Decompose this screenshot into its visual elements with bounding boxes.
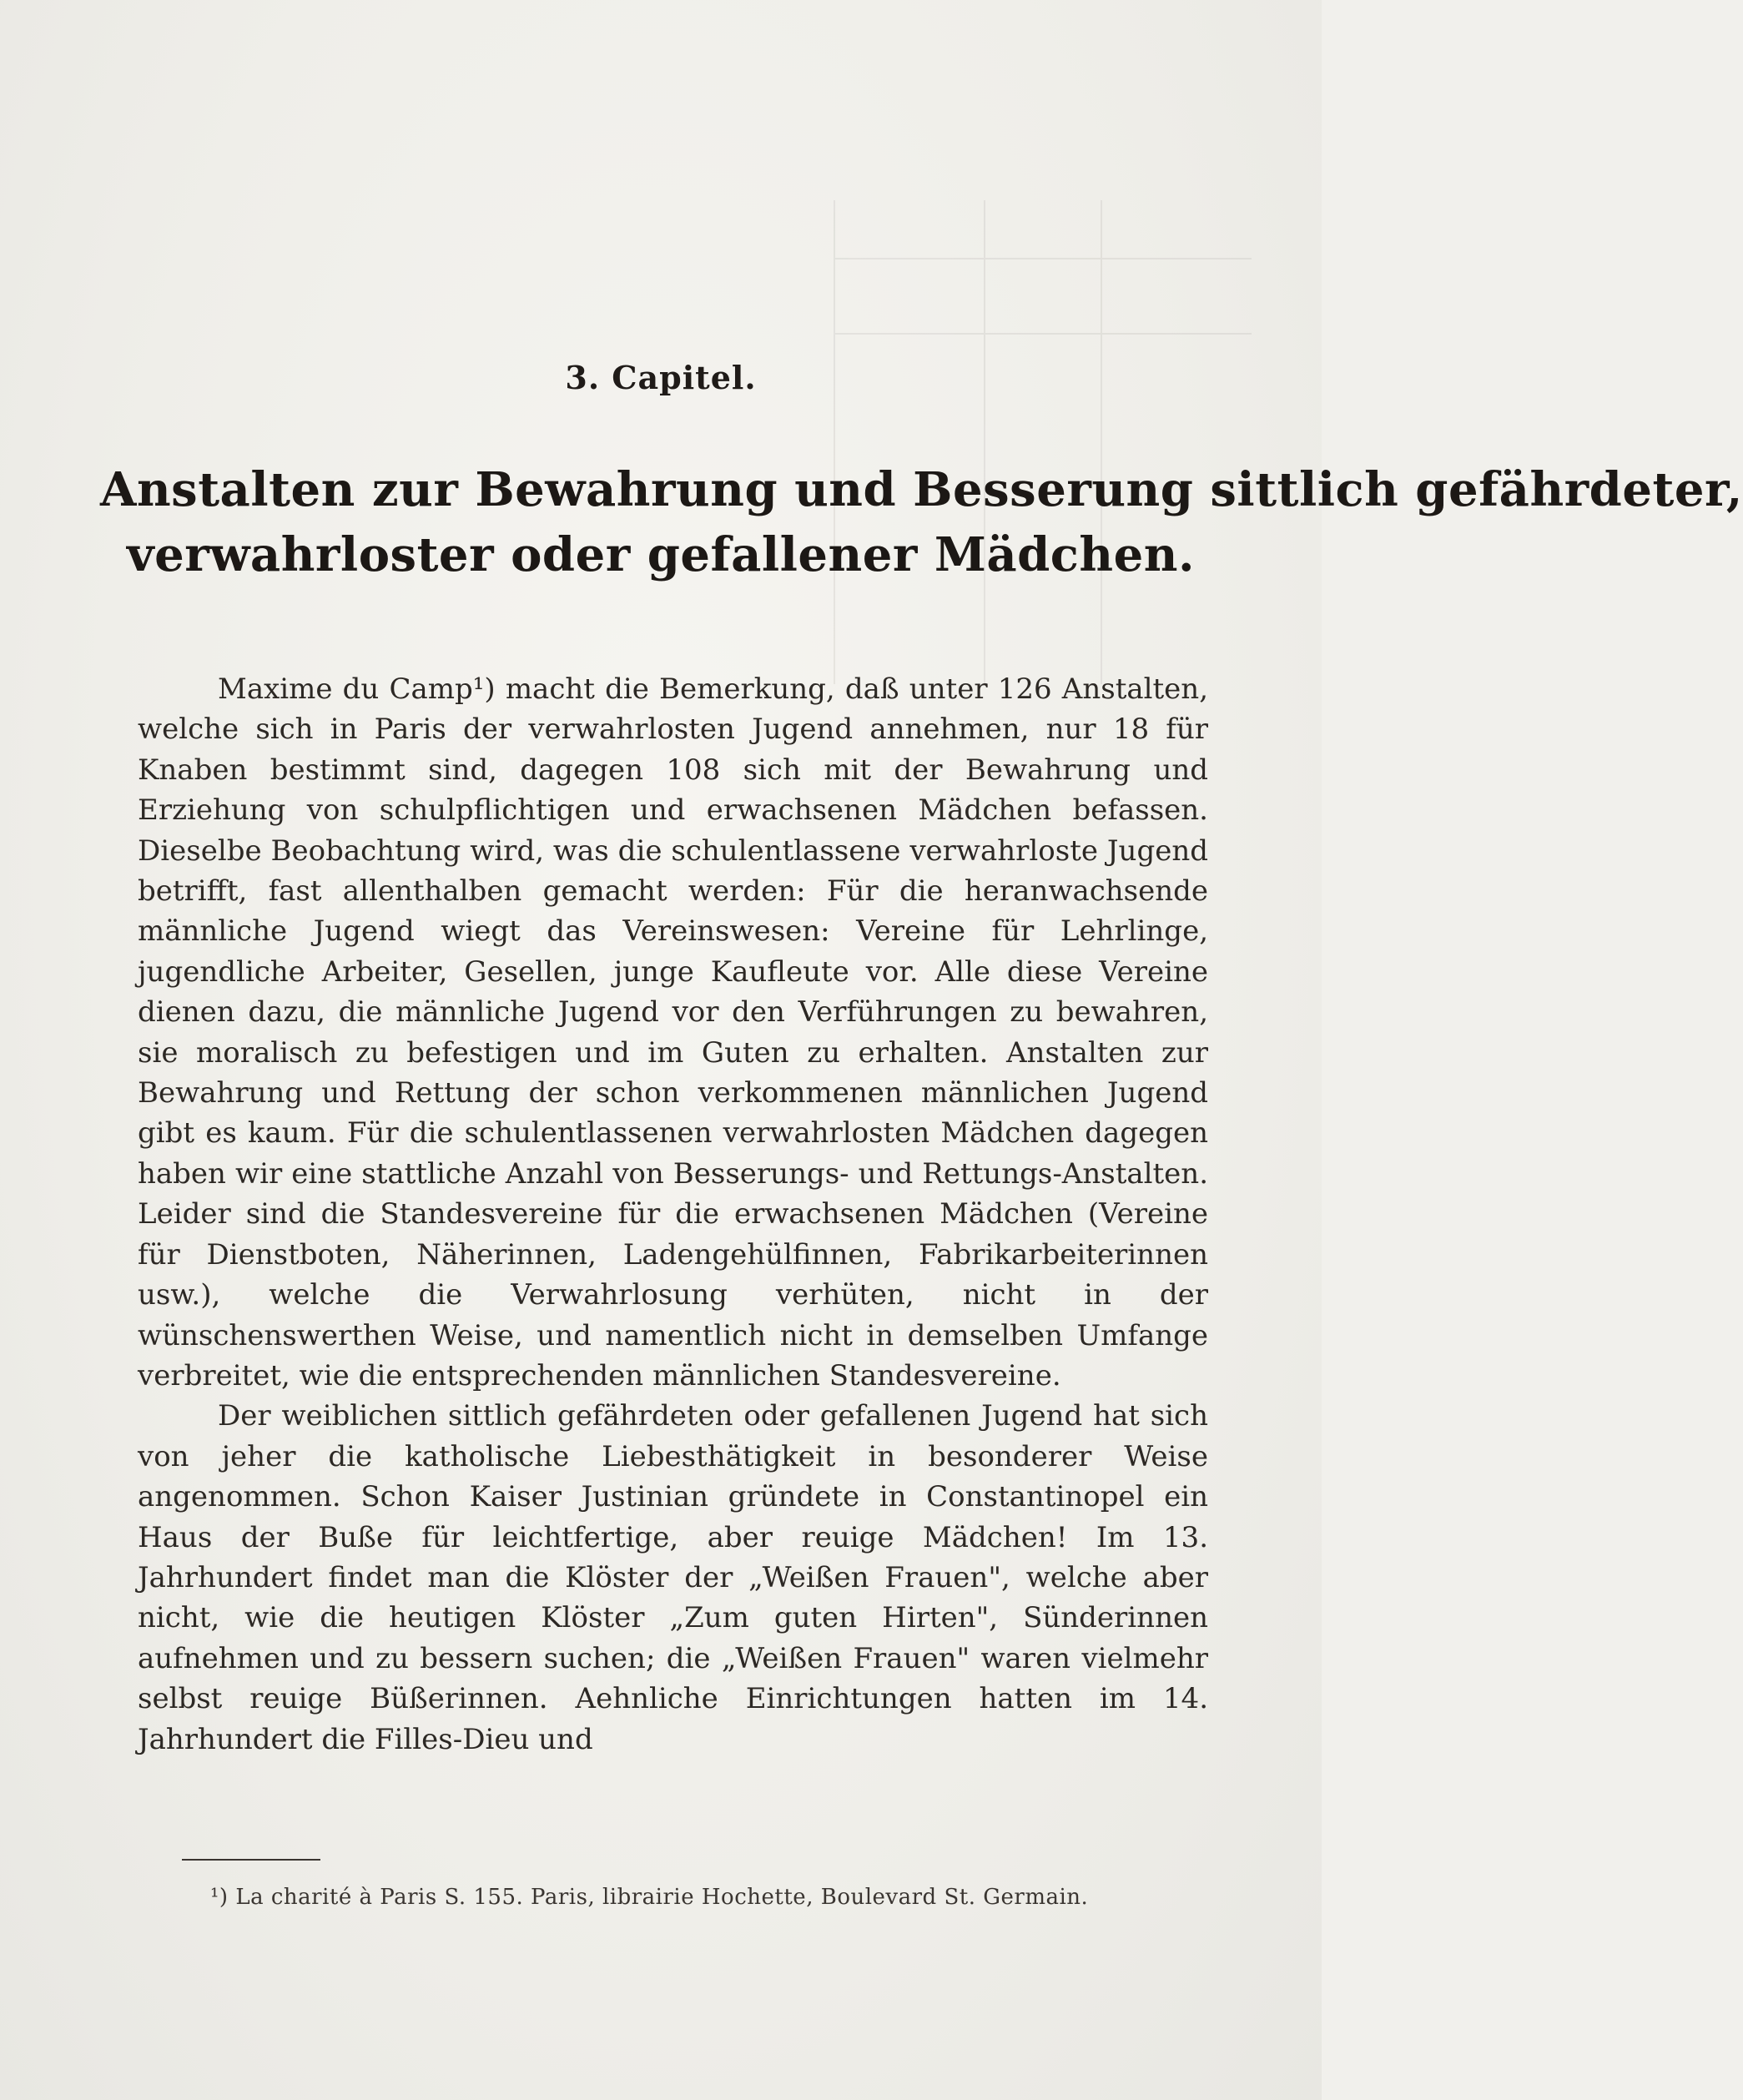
chapter-heading: 3. Capitel. [565, 359, 757, 396]
chapter-title [100, 457, 1743, 587]
chapter-title-line: Anstalten zur Bewahrung und Besserung sittlich gefährdeter, [100, 462, 1743, 517]
footnote-rule [182, 1859, 320, 1861]
bleed-through-decoration [801, 167, 1268, 701]
paragraph: Der weiblichen sittlich gefährdeten oder gefallenen Jugend hat sich von jeher die katholische Liebesthätigkeit in besonderer Weise angenommen. Schon Kaiser Justinian gründete in Constantinopel ein Haus der Buße für leichtfertige, aber reuige Mädchen! Im 13. Jahrhundert findet man die Klöster der „Weißen Frauen", welche aber nicht, wie die heutigen Klöster „Zum guten Hirten", Sünderinnen aufnehmen und zu bessern suchen; die „Weißen Frauen" waren vielmehr selbst reuige Büßerinnen. Aehnliche Einrichtungen hatten im 14. Jahrhundert die Filles-Dieu und [138, 1399, 1208, 1756]
paragraph: Maxime du Camp¹) macht die Bemerkung, daß unter 126 Anstalten, welche sich in Paris der verwahrlosten Jugend annehmen, nur 18 für Knaben bestimmt sind, dagegen 108 sich mit der Bewahrung und Erziehung von schulpflichtigen und erwachsenen Mädchen befassen. Dieselbe Beobachtung wird, was die schulentlassene verwahrloste Jugend betrifft, fast allenthalben gemacht werden: Für die heranwachsende männliche Jugend wiegt das Vereinswesen: Vereine für Lehrlinge, jugendliche Arbeiter, Gesellen, junge Kaufleute vor. Alle diese Vereine dienen dazu, die männliche Jugend vor den Verführungen zu bewahren, sie moralisch zu befestigen und im Guten zu erhalten. Anstalten zur Bewahrung und Rettung der schon verkommenen männlichen Jugend gibt es kaum. Für die schulentlassenen verwahrlosten Mädchen dagegen haben wir eine stattliche Anzahl von Besserungs- und Rettungs-Anstalten. Leider sind die Standesvereine für die erwachsenen Mädchen (Vereine für Dienstboten, Näherinnen, Ladengehülfinnen, Fabrikarbeiterinnen usw.), welche die Verwahrlosung verhüten, nicht in der wünschenswerthen Weise, und namentlich nicht in demselben Umfange verbreitet, wie die entsprechenden männlichen Standesvereine. [138, 672, 1208, 1392]
footnote: ¹) La charité à Paris S. 155. Paris, librairie Hochette, Boulevard St. Germain. [210, 1885, 1089, 1910]
body-text [138, 669, 1208, 1760]
chapter-title-line: verwahrloster oder gefallener Mädchen. [127, 527, 1195, 582]
